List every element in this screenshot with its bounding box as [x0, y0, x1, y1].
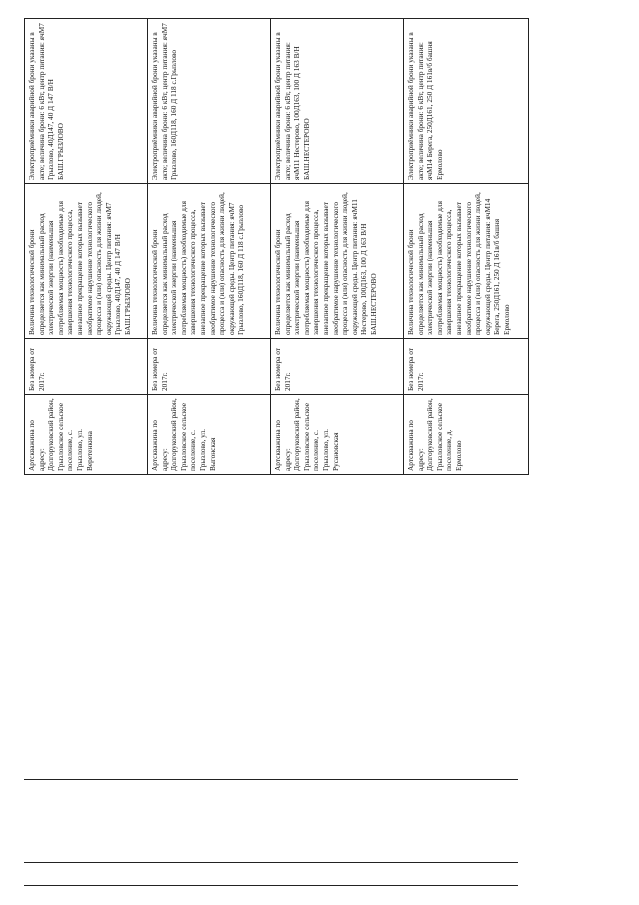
divider-line	[24, 779, 518, 780]
table-row	[25, 19, 148, 475]
act-number-cell: Без номера от 2017г.	[148, 339, 271, 395]
table-row	[148, 19, 271, 475]
table-row	[271, 19, 404, 475]
tech-armor-cell: Величина технологической брони определяется как минимальный расход электрической энергии (наименьшая потребляемая мощность) необходимые для завершения технологического процесса, внезапное прекращение которых вызывает необратимое нарушение технологического процесса и (или) опасность для жизни людей, окружающей среды. Центр питания: ячМ7 Грызлово, 160Д118, 160 Д 118 с.Грызлово	[148, 184, 271, 339]
emergency-armor-cell: Электроприёмники аварийной брони указаны в акте; величина брони: 6 кВт, центр питания: ячМ7 Грызлово, 160Д118, 160 Д 118 с.Грызлово	[148, 19, 271, 184]
emergency-armor-cell: Электроприёмники аварийной брони указаны в акте; величина брони: 6 кВт, центр питания: ячМ11 Нестерово, 100Д163, 100 Д 163 В/Н БАШ.НЕСТЕРОВО	[271, 19, 404, 184]
act-number-cell: Без номера от 2017г.	[404, 339, 529, 395]
act-number-cell: Без номера от 2017г.	[271, 339, 404, 395]
address-cell: Артскважина по адресу: Долгоруковский район, Грызловское сельское поселение, д. Ермолово	[404, 395, 529, 475]
address-cell: Артскважина по адресу: Долгоруковский район, Грызловское сельское поселение, с. Грызлово, ул. Выгонская	[148, 395, 271, 475]
divider-line	[24, 885, 518, 886]
emergency-armor-cell: Электроприёмники аварийной брони указаны в акте; величина брони: 6 кВт, центр питания: ячМ7 Грызлово, 40Д147, 40 Д 147 В/Н БАШ.ГРЫЗЛОВО	[25, 19, 148, 184]
tech-armor-cell: Величина технологической брони определяется как минимальный расход электрической энергии (наименьшая потребляемая мощность) необходимые для завершения технологического процесса, внезапное прекращение которых вызывает необратимое нарушение технологического процесса и (или) опасность для жизни людей, окружающей среды. Центр питания: ячМ7 Грызлово, 40Д147, 40 Д 147 В/Н БАШ.ГРЫЗЛОВО	[25, 184, 148, 339]
divider-line	[24, 862, 518, 863]
armor-table	[24, 18, 529, 475]
act-number-cell: Без номера от 2017г.	[25, 339, 148, 395]
emergency-armor-cell: Электроприёмники аварийной брони указаны в акте; величина брони: 6 кВт, центр питания: ячМ14 Берега, 250Д161, 250 Д 161в/б башня Ермолово	[404, 19, 529, 184]
address-cell: Артскважина по адресу: Долгоруковский район, Грызловское сельское поселение, с. Грызлово, ул. Веретенкина	[25, 395, 148, 475]
tech-armor-cell: Величина технологической брони определяется как минимальный расход электрической энергии (наименьшая потребляемая мощность) необходимые для завершения технологического процесса, внезапное прекращение которых вызывает необратимое нарушение технологического процесса и (или) опасность для жизни людей, окружающей среды. Центр питания: ячМ14 Берега, 250Д161, 250 Д 161в/б башня Ермолово	[404, 184, 529, 339]
tech-armor-cell: Величина технологической брони определяется как минимальный расход электрической энергии (наименьшая потребляемая мощность) необходимые для завершения технологического процесса, внезапное прекращение которых вызывает необратимое нарушение технологического процесса и (или) опасность для жизни людей, окружающей среды. Центр питания: ячМ11 Нестерово, 100Д163, 100 Д 163 В/Н БАШ.НЕСТЕРОВО	[271, 184, 404, 339]
table-row	[404, 19, 529, 475]
address-cell: Артскважина по адресу: Долгоруковский район, Грызловское сельское поселение, с. Грызлово, ул. Русановская	[271, 395, 404, 475]
